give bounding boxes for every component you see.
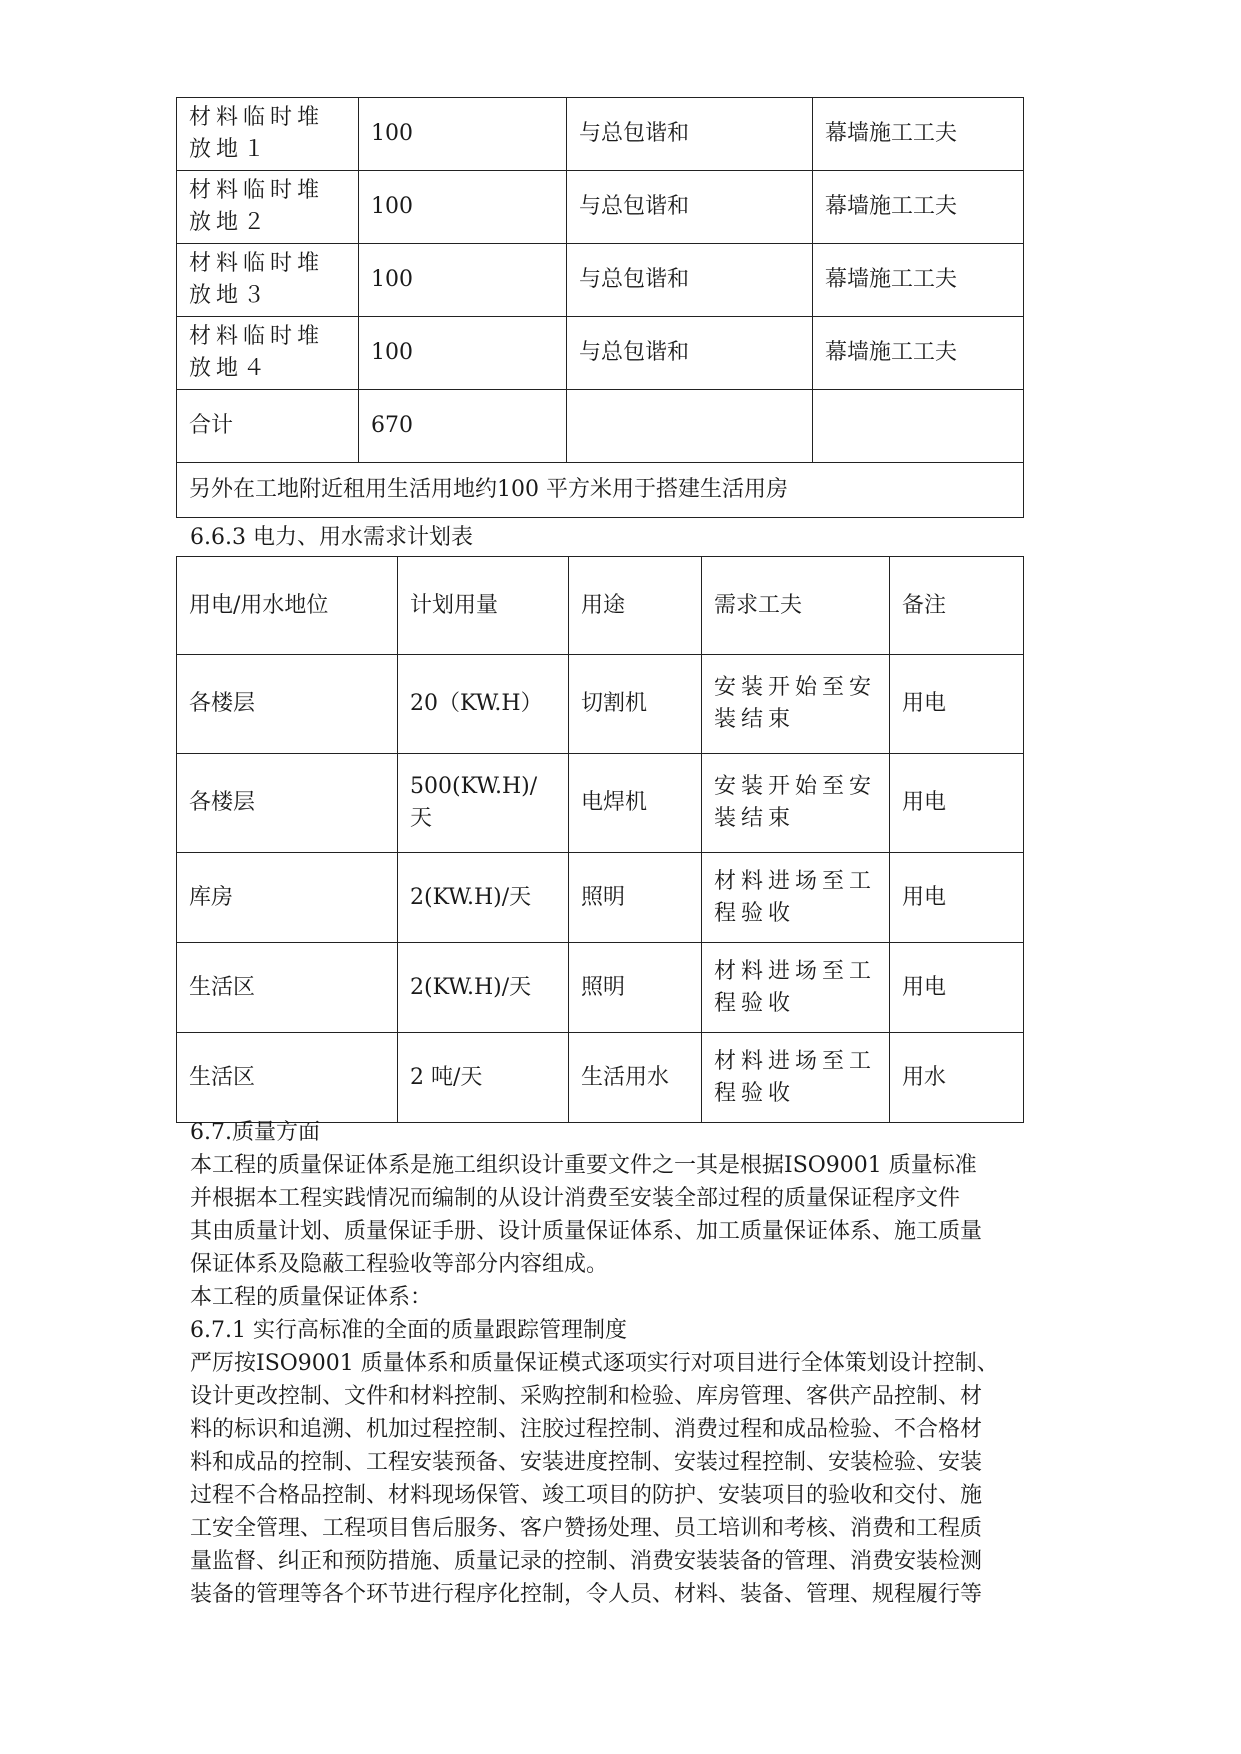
body-line: 料的标识和追溯、机加过程控制、注胶过程控制、消费过程和成品检验、不合格材 bbox=[190, 1417, 983, 1442]
cell-use: 照明 bbox=[569, 943, 702, 1033]
cell-time: 幕墙施工工夫 bbox=[813, 244, 1024, 317]
body-line: 工安全管理、工程项目售后服务、客户赞扬处理、员工培训和考核、消费和工程质 bbox=[190, 1516, 983, 1541]
cell-remark: 用电 bbox=[890, 754, 1024, 853]
cell-use: 照明 bbox=[569, 853, 702, 943]
body-line: 其由质量计划、质量保证手册、设计质量保证体系、加工质量保证体系、施工质量 bbox=[190, 1219, 983, 1244]
cell-area: 100 bbox=[359, 244, 567, 317]
cell-time: 幕墙施工工夫 bbox=[813, 98, 1024, 171]
site-area-table bbox=[176, 97, 1024, 518]
table-row-total bbox=[177, 390, 1024, 463]
section-heading: 6.7.1 实行高标准的全面的质量跟踪管理制度 bbox=[190, 1318, 627, 1343]
cell-site: 材料临时堆放地３ bbox=[177, 244, 359, 317]
cell-area: 100 bbox=[359, 317, 567, 390]
table-row bbox=[177, 853, 1024, 943]
cell-note: 与总包谐和 bbox=[567, 98, 813, 171]
body-line: 设计更改控制、文件和材料控制、采购控制和检验、库房管理、客供产品控制、材 bbox=[190, 1384, 983, 1409]
cell-use: 生活用水 bbox=[569, 1033, 702, 1123]
cell-note: 与总包谐和 bbox=[567, 171, 813, 244]
body-line: 并根据本工程实践情况而编制的从设计消费至安装全部过程的质量保证程序文件 bbox=[190, 1186, 961, 1211]
body-line: 保证体系及隐蔽工程验收等部分内容组成。 bbox=[190, 1252, 609, 1277]
body-line: 量监督、纠正和预防措施、质量记录的控制、消费安装装备的管理、消费安装检测 bbox=[190, 1549, 983, 1574]
cell-remark: 用水 bbox=[890, 1033, 1024, 1123]
section-heading: 6.6.3 电力、用水需求计划表 bbox=[190, 525, 473, 550]
table-footnote: 另外在工地附近租用生活用地约100 平方米用于搭建生活用房 bbox=[177, 463, 1024, 518]
table-row bbox=[177, 98, 1024, 171]
cell-site: 材料临时堆放地４ bbox=[177, 317, 359, 390]
header-remark: 备注 bbox=[890, 557, 1024, 655]
body-line: 装备的管理等各个环节进行程序化控制，令人员、材料、装备、管理、规程履行等 bbox=[190, 1582, 983, 1607]
cell-remark: 用电 bbox=[890, 655, 1024, 754]
cell-place: 各楼层 bbox=[177, 655, 398, 754]
cell-amount: 2(KW.H)/天 bbox=[398, 853, 569, 943]
body-line: 本工程的质量保证体系： bbox=[190, 1285, 433, 1310]
body-line: 料和成品的控制、工程安装预备、安装进度控制、安装过程控制、安装检验、安装 bbox=[190, 1450, 983, 1475]
cell-note: 与总包谐和 bbox=[567, 244, 813, 317]
table-row bbox=[177, 317, 1024, 390]
cell-place: 库房 bbox=[177, 853, 398, 943]
power-water-table bbox=[176, 556, 1024, 1123]
table-row bbox=[177, 171, 1024, 244]
body-line: 本工程的质量保证体系是施工组织设计重要文件之一其是根据ISO9001 质量标准 bbox=[190, 1153, 977, 1178]
cell-note: 与总包谐和 bbox=[567, 317, 813, 390]
table-row bbox=[177, 655, 1024, 754]
table-footnote-row bbox=[177, 463, 1024, 518]
cell-time: 安装开始至安装结束 bbox=[702, 655, 890, 754]
cell-use: 电焊机 bbox=[569, 754, 702, 853]
table-row bbox=[177, 244, 1024, 317]
cell-amount: 2 吨/天 bbox=[398, 1033, 569, 1123]
cell-time bbox=[813, 390, 1024, 463]
table-header-row bbox=[177, 557, 1024, 655]
cell-site: 合计 bbox=[177, 390, 359, 463]
cell-note bbox=[567, 390, 813, 463]
cell-place: 生活区 bbox=[177, 1033, 398, 1123]
section-heading: 6.7.质量方面 bbox=[190, 1120, 320, 1145]
cell-time: 幕墙施工工夫 bbox=[813, 317, 1024, 390]
cell-area: 100 bbox=[359, 171, 567, 244]
cell-area: 670 bbox=[359, 390, 567, 463]
cell-place: 生活区 bbox=[177, 943, 398, 1033]
cell-time: 材料进场至工程验收 bbox=[702, 853, 890, 943]
cell-amount: 500(KW.H)/天 bbox=[398, 754, 569, 853]
cell-time: 材料进场至工程验收 bbox=[702, 943, 890, 1033]
header-use: 用途 bbox=[569, 557, 702, 655]
cell-remark: 用电 bbox=[890, 943, 1024, 1033]
body-line: 过程不合格品控制、材料现场保管、竣工项目的防护、安装项目的验收和交付、施 bbox=[190, 1483, 983, 1508]
table-row bbox=[177, 943, 1024, 1033]
body-text bbox=[190, 1116, 1070, 1611]
cell-area: 100 bbox=[359, 98, 567, 171]
cell-time: 幕墙施工工夫 bbox=[813, 171, 1024, 244]
cell-amount: 2(KW.H)/天 bbox=[398, 943, 569, 1033]
cell-amount: 20（KW.H） bbox=[398, 655, 569, 754]
cell-place: 各楼层 bbox=[177, 754, 398, 853]
cell-use: 切割机 bbox=[569, 655, 702, 754]
cell-site: 材料临时堆放地１ bbox=[177, 98, 359, 171]
table-row bbox=[177, 1033, 1024, 1123]
cell-remark: 用电 bbox=[890, 853, 1024, 943]
cell-time: 安装开始至安装结束 bbox=[702, 754, 890, 853]
header-amount: 计划用量 bbox=[398, 557, 569, 655]
header-time: 需求工夫 bbox=[702, 557, 890, 655]
header-place: 用电/用水地位 bbox=[177, 557, 398, 655]
table-row bbox=[177, 754, 1024, 853]
cell-time: 材料进场至工程验收 bbox=[702, 1033, 890, 1123]
body-line: 严厉按ISO9001 质量体系和质量保证模式逐项实行对项目进行全体策划设计控制、 bbox=[190, 1351, 999, 1376]
cell-site: 材料临时堆放地２ bbox=[177, 171, 359, 244]
